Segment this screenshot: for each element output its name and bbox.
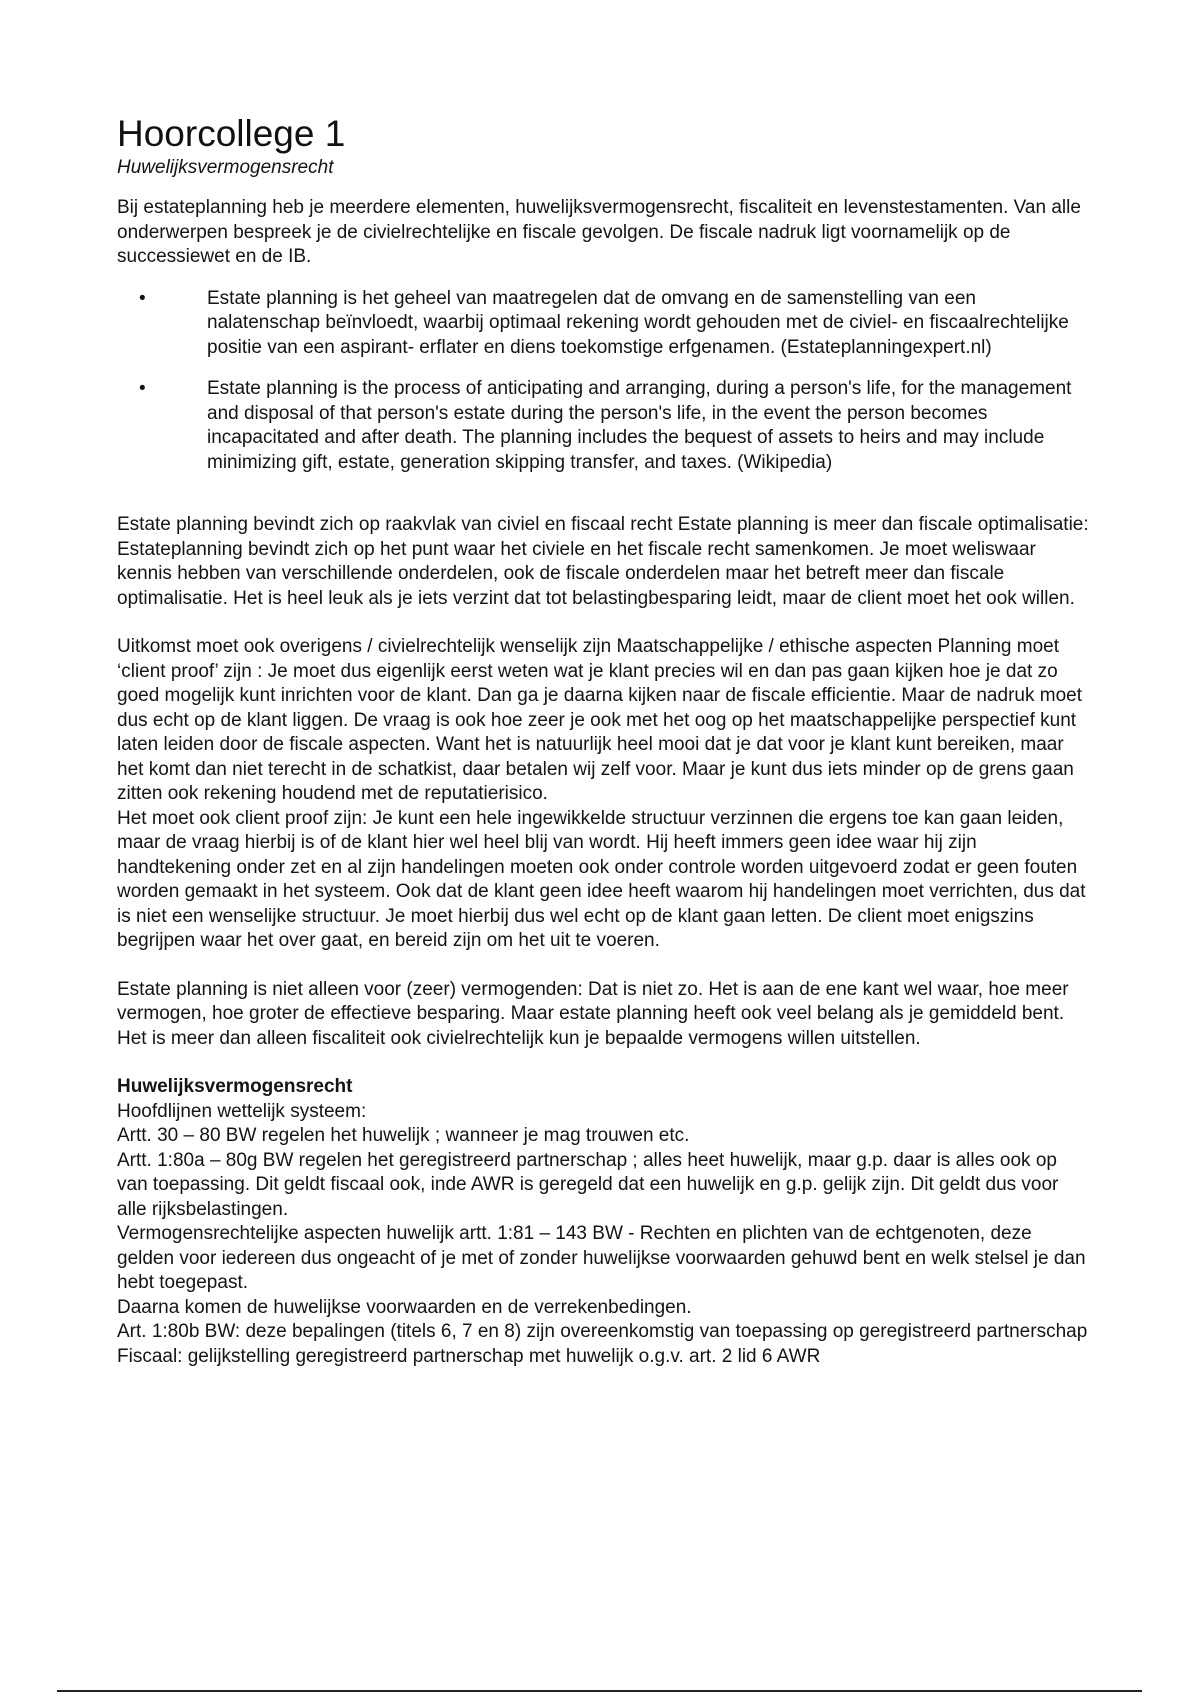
paragraph: Het moet ook client proof zijn: Je kunt een hele ingewikkelde structuur verzinnen die ergens toe kan gaan leiden, maar de vraag hierbij is of de klant hier wel heel blij van wordt. Hij heeft immers geen idee waar hij zijn handtekening onder zet en al zijn handelingen moeten ook onder controle worden uitgevoerd zodat er geen fouten worden gemaakt in het systeem. Ook dat de klant geen idee heeft waarom hij handelingen moet verrichten, dus dat is niet een wenselijke structuur. Je moet hierbij dus wel echt op de klant gaan letten. De client moet enigszins begrijpen waar het over gaat, en bereid zijn om het uit te voeren.	[117, 807, 1086, 951]
page-subtitle: Huwelijksvermogensrecht	[117, 157, 334, 178]
page-title: Hoorcollege 1	[117, 113, 346, 154]
list-item-text: Estate planning is the process of anticipating and arranging, during a person's life, for the management and disposal of that person's estate during the person's life, in the event the person becomes incapacitated and after death. The planning includes the bequest of assets to heirs and may include minimizing gift, estate, generation skipping transfer, and taxes. (Wikipedia)	[207, 378, 1072, 473]
list-item	[117, 287, 1092, 361]
footer-divider	[57, 1690, 1142, 1692]
paragraph: Uitkomst moet ook overigens / civielrechtelijk wenselijk zijn Maatschappelijke / ethische aspecten Planning moet ‘client proof’ zijn : Je moet dus eigenlijk eerst weten wat je klant precies wil en dan pas gaan kijken hoe je dat zo goed mogelijk kunt inrichten voor de klant. Dan ga je daarna kijken naar de fiscale efficientie. Maar de nadruk moet dus echt op de klant liggen. De vraag is ook hoe zeer je ook met het oog op het maatschappelijke perspectief kunt laten leiden door de fiscale aspecten. Want het is natuurlijk heel mooi dat je dat voor je klant kunt bereiken, maar het komt dan niet terecht in de schatkist, daar betalen wij zelf voor. Maar je kunt dus iets minder op de grens gaan zitten ook rekening houdend met de reputatierisico.	[117, 636, 1082, 804]
document-page	[117, 112, 1092, 1369]
section-line: Artt. 30 – 80 BW regelen het huwelijk ; wanneer je mag trouwen etc.	[117, 1125, 690, 1146]
section-line: Vermogensrechtelijke aspecten huwelijk artt. 1:81 – 143 BW - Rechten en plichten van de echtgenoten, deze gelden voor iedereen dus ongeacht of je met of zonder huwelijkse voorwaarden gehuwd bent en welk stelsel je dan hebt toegepast.	[117, 1223, 1086, 1293]
paragraph: Estate planning bevindt zich op raakvlak van civiel en fiscaal recht Estate planning is meer dan fiscale optimalisatie: Estateplanning bevindt zich op het punt waar het civiele en het fiscale recht samenkomen. Je moet weliswaar kennis hebben van verschillende onderdelen, ook de fiscale onderdelen maar het betreft meer dan fiscale optimalisatie. Het is heel leuk als je iets verzint dat tot belastingbesparing leidt, maar de client moet het ook willen.	[117, 514, 1089, 609]
bullet-icon: •	[139, 378, 146, 399]
section-line: Artt. 1:80a – 80g BW regelen het geregistreerd partnerschap ; alles heet huwelijk, maar g.p. daar is alles ook op van toepassing. Dit geldt fiscaal ook, inde AWR is geregeld dat een huwelijk en g.p. gelijk zijn. Dit geldt dus voor alle rijksbelastingen.	[117, 1149, 1059, 1220]
section-line: Daarna komen de huwelijkse voorwaarden en de verrekenbedingen.	[117, 1296, 692, 1318]
section-heading: Huwelijksvermogensrecht	[117, 1076, 353, 1097]
bullet-icon: •	[139, 287, 146, 309]
section-body	[117, 1100, 1092, 1370]
definition-list	[117, 287, 1092, 476]
list-item-text: Estate planning is het geheel van maatregelen dat de omvang en de samenstelling van een nalatenschap beïnvloedt, waarbij optimaal rekening wordt gehouden met de civiel- en fiscaalrechtelijke positie van een aspirant- erflater en diens toekomstige erfgenamen. (Estateplanningexpert.nl)	[207, 287, 1069, 358]
intro-paragraph: Bij estateplanning heb je meerdere elementen, huwelijksvermogensrecht, fiscaliteit en levenstestamenten. Van alle onderwerpen bespreek je de civielrechtelijke en fiscale gevolgen. De fiscale nadruk ligt voornamelijk op de successiewet en de IB.	[117, 197, 1081, 267]
section-line: Fiscaal: gelijkstelling geregistreerd partnerschap met huwelijk o.g.v. art. 2 lid 6 AWR	[117, 1345, 821, 1367]
list-item	[117, 377, 1092, 475]
paragraph: Estate planning is niet alleen voor (zeer) vermogenden: Dat is niet zo. Het is aan de ene kant wel waar, hoe meer vermogen, hoe groter de effectieve besparing. Maar estate planning heeft ook veel belang als je gemiddeld bent. Het is meer dan alleen fiscaliteit ook civielrechtelijk kun je bepaalde vermogens willen uitstellen.	[117, 978, 1069, 1049]
section-line: Art. 1:80b BW: deze bepalingen (titels 6, 7 en 8) zijn overeenkomstig van toepassing op geregistreerd partnerschap	[117, 1321, 1088, 1342]
section-line: Hoofdlijnen wettelijk systeem:	[117, 1100, 367, 1122]
